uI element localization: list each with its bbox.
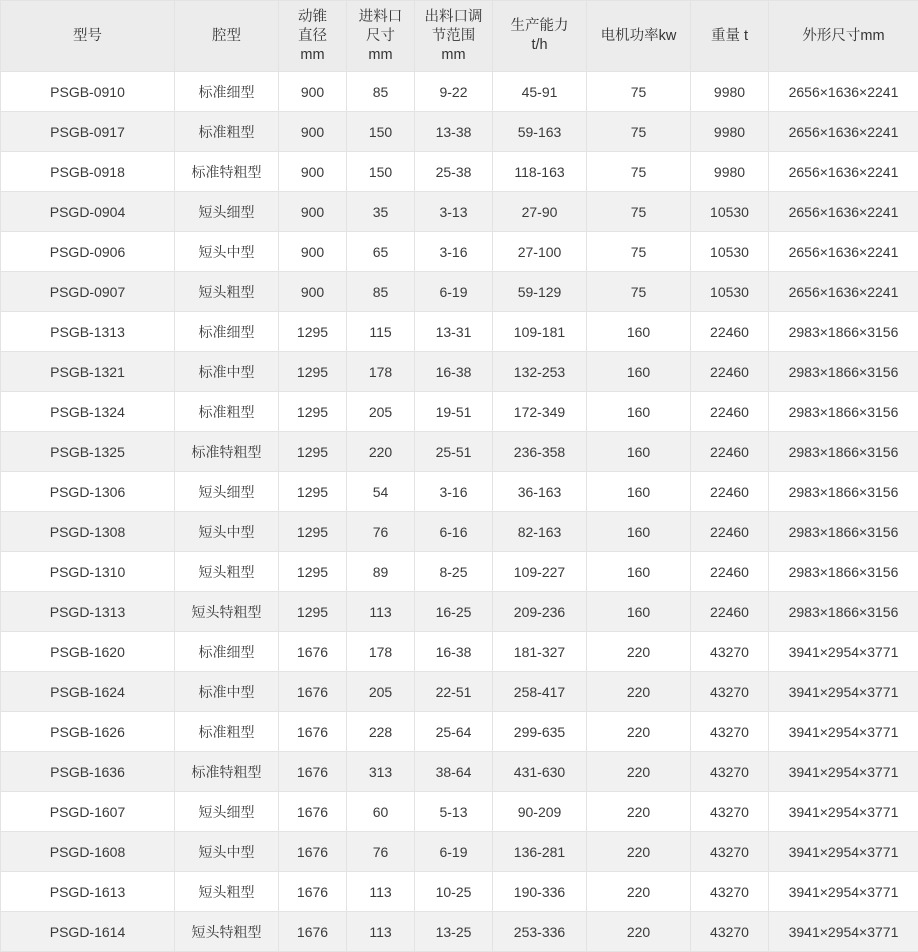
table-cell: 标准特粗型	[175, 152, 279, 192]
table-cell: 22460	[691, 432, 769, 472]
dimensions-cell: 2656×1636×2241	[769, 112, 918, 152]
table-cell: 160	[587, 472, 691, 512]
table-cell: 短头细型	[175, 472, 279, 512]
table-cell: 16-38	[415, 632, 493, 672]
table-cell: 22-51	[415, 672, 493, 712]
table-cell: 228	[347, 712, 415, 752]
table-cell: 172-349	[493, 392, 587, 432]
table-cell: 1676	[279, 712, 347, 752]
table-cell: 13-25	[415, 912, 493, 952]
table-cell: 54	[347, 472, 415, 512]
table-cell: 76	[347, 512, 415, 552]
table-cell: 标准细型	[175, 72, 279, 112]
table-cell: 59-129	[493, 272, 587, 312]
model-cell: PSGB-1620	[1, 632, 175, 672]
table-cell: 10530	[691, 272, 769, 312]
table-cell: 43270	[691, 672, 769, 712]
table-cell: 标准特粗型	[175, 752, 279, 792]
table-cell: 60	[347, 792, 415, 832]
table-cell: 236-358	[493, 432, 587, 472]
table-cell: 短头中型	[175, 232, 279, 272]
table-cell: 1676	[279, 632, 347, 672]
table-cell: 205	[347, 672, 415, 712]
table-cell: 16-25	[415, 592, 493, 632]
table-row	[1, 272, 918, 312]
table-cell: 220	[347, 432, 415, 472]
column-header-1	[175, 1, 279, 72]
model-cell: PSGD-1313	[1, 592, 175, 632]
table-cell: 43270	[691, 632, 769, 672]
dimensions-cell: 3941×2954×3771	[769, 752, 918, 792]
table-cell: 109-227	[493, 552, 587, 592]
table-cell: 25-38	[415, 152, 493, 192]
table-cell: 标准粗型	[175, 712, 279, 752]
table-row	[1, 232, 918, 272]
table-cell: 1295	[279, 512, 347, 552]
column-header-line: 型号	[4, 27, 171, 46]
dimensions-cell: 2983×1866×3156	[769, 312, 918, 352]
column-header-0	[1, 1, 175, 72]
table-cell: 短头特粗型	[175, 912, 279, 952]
dimensions-cell: 2656×1636×2241	[769, 232, 918, 272]
column-header-2	[279, 1, 347, 72]
table-cell: 标准细型	[175, 312, 279, 352]
dimensions-cell: 3941×2954×3771	[769, 872, 918, 912]
table-cell: 43270	[691, 792, 769, 832]
table-cell: 短头粗型	[175, 872, 279, 912]
table-cell: 8-25	[415, 552, 493, 592]
model-cell: PSGD-1310	[1, 552, 175, 592]
table-row	[1, 592, 918, 632]
table-row	[1, 512, 918, 552]
column-header-line: 出料口调	[418, 8, 489, 27]
table-cell: 短头中型	[175, 512, 279, 552]
table-cell: 38-64	[415, 752, 493, 792]
model-cell: PSGD-1308	[1, 512, 175, 552]
table-cell: 1295	[279, 432, 347, 472]
table-cell: 标准细型	[175, 632, 279, 672]
table-cell: 1295	[279, 552, 347, 592]
table-cell: 3-13	[415, 192, 493, 232]
column-header-line: 重量 t	[694, 27, 765, 46]
model-cell: PSGD-0906	[1, 232, 175, 272]
table-cell: 1676	[279, 872, 347, 912]
table-cell: 13-31	[415, 312, 493, 352]
column-header-line: mm	[282, 46, 343, 65]
table-cell: 45-91	[493, 72, 587, 112]
model-cell: PSGD-1613	[1, 872, 175, 912]
table-cell: 75	[587, 72, 691, 112]
table-cell: 标准中型	[175, 352, 279, 392]
column-header-line: 进料口	[350, 8, 411, 27]
table-cell: 6-19	[415, 832, 493, 872]
column-header-4	[415, 1, 493, 72]
table-cell: 160	[587, 552, 691, 592]
table-cell: 19-51	[415, 392, 493, 432]
table-cell: 9980	[691, 152, 769, 192]
table-cell: 113	[347, 872, 415, 912]
table-cell: 短头细型	[175, 792, 279, 832]
table-cell: 43270	[691, 832, 769, 872]
table-row	[1, 192, 918, 232]
table-cell: 160	[587, 432, 691, 472]
table-cell: 10-25	[415, 872, 493, 912]
table-cell: 113	[347, 592, 415, 632]
table-cell: 1295	[279, 472, 347, 512]
model-cell: PSGB-0918	[1, 152, 175, 192]
table-cell: 178	[347, 632, 415, 672]
table-cell: 标准粗型	[175, 392, 279, 432]
model-cell: PSGD-1607	[1, 792, 175, 832]
model-cell: PSGB-0917	[1, 112, 175, 152]
table-cell: 253-336	[493, 912, 587, 952]
table-row	[1, 552, 918, 592]
column-header-line: 直径	[282, 27, 343, 46]
column-header-line: 腔型	[178, 27, 275, 46]
column-header-line: mm	[350, 46, 411, 65]
table-cell: 160	[587, 512, 691, 552]
table-row	[1, 112, 918, 152]
model-cell: PSGB-1325	[1, 432, 175, 472]
table-cell: 22460	[691, 392, 769, 432]
table-cell: 90-209	[493, 792, 587, 832]
table-cell: 190-336	[493, 872, 587, 912]
table-cell: 3-16	[415, 472, 493, 512]
dimensions-cell: 2656×1636×2241	[769, 152, 918, 192]
table-row	[1, 872, 918, 912]
model-cell: PSGD-0904	[1, 192, 175, 232]
table-row	[1, 752, 918, 792]
table-row	[1, 712, 918, 752]
table-cell: 65	[347, 232, 415, 272]
model-cell: PSGB-0910	[1, 72, 175, 112]
table-row	[1, 152, 918, 192]
table-cell: 22460	[691, 352, 769, 392]
table-row	[1, 72, 918, 112]
dimensions-cell: 2656×1636×2241	[769, 272, 918, 312]
table-cell: 标准特粗型	[175, 432, 279, 472]
table-cell: 1295	[279, 312, 347, 352]
table-cell: 900	[279, 272, 347, 312]
table-cell: 1676	[279, 672, 347, 712]
table-header	[1, 1, 918, 72]
table-cell: 75	[587, 152, 691, 192]
table-cell: 113	[347, 912, 415, 952]
table-cell: 115	[347, 312, 415, 352]
column-header-line: 生产能力	[496, 17, 583, 36]
table-cell: 900	[279, 152, 347, 192]
table-cell: 43270	[691, 752, 769, 792]
column-header-7	[691, 1, 769, 72]
table-body	[1, 72, 918, 952]
model-cell: PSGD-0907	[1, 272, 175, 312]
table-cell: 160	[587, 312, 691, 352]
table-cell: 220	[587, 792, 691, 832]
column-header-line: 节范围	[418, 27, 489, 46]
table-cell: 220	[587, 712, 691, 752]
table-row	[1, 392, 918, 432]
column-header-5	[493, 1, 587, 72]
model-cell: PSGB-1321	[1, 352, 175, 392]
table-cell: 1676	[279, 832, 347, 872]
table-cell: 标准中型	[175, 672, 279, 712]
table-cell: 6-19	[415, 272, 493, 312]
table-cell: 258-417	[493, 672, 587, 712]
table-cell: 89	[347, 552, 415, 592]
model-cell: PSGD-1608	[1, 832, 175, 872]
dimensions-cell: 2983×1866×3156	[769, 592, 918, 632]
table-cell: 132-253	[493, 352, 587, 392]
table-row	[1, 432, 918, 472]
table-cell: 10530	[691, 192, 769, 232]
column-header-6	[587, 1, 691, 72]
model-cell: PSGD-1306	[1, 472, 175, 512]
table-row	[1, 632, 918, 672]
table-cell: 16-38	[415, 352, 493, 392]
table-cell: 标准粗型	[175, 112, 279, 152]
column-header-line: 尺寸	[350, 27, 411, 46]
table-cell: 43270	[691, 872, 769, 912]
table-cell: 178	[347, 352, 415, 392]
dimensions-cell: 3941×2954×3771	[769, 792, 918, 832]
table-cell: 82-163	[493, 512, 587, 552]
dimensions-cell: 3941×2954×3771	[769, 632, 918, 672]
table-cell: 75	[587, 232, 691, 272]
table-cell: 900	[279, 232, 347, 272]
table-header-row	[1, 1, 918, 72]
table-cell: 22460	[691, 512, 769, 552]
table-cell: 22460	[691, 472, 769, 512]
table-cell: 25-64	[415, 712, 493, 752]
table-cell: 短头粗型	[175, 272, 279, 312]
dimensions-cell: 2983×1866×3156	[769, 512, 918, 552]
table-cell: 900	[279, 192, 347, 232]
table-cell: 150	[347, 152, 415, 192]
table-row	[1, 472, 918, 512]
table-cell: 299-635	[493, 712, 587, 752]
table-cell: 209-236	[493, 592, 587, 632]
table-row	[1, 312, 918, 352]
column-header-line: 电机功率kw	[590, 27, 687, 46]
model-cell: PSGD-1614	[1, 912, 175, 952]
table-cell: 43270	[691, 912, 769, 952]
table-cell: 900	[279, 112, 347, 152]
table-cell: 1676	[279, 912, 347, 952]
dimensions-cell: 3941×2954×3771	[769, 912, 918, 952]
table-cell: 76	[347, 832, 415, 872]
table-cell: 22460	[691, 312, 769, 352]
table-cell: 36-163	[493, 472, 587, 512]
table-cell: 118-163	[493, 152, 587, 192]
model-cell: PSGB-1624	[1, 672, 175, 712]
table-cell: 75	[587, 112, 691, 152]
table-cell: 6-16	[415, 512, 493, 552]
dimensions-cell: 2656×1636×2241	[769, 192, 918, 232]
table-cell: 431-630	[493, 752, 587, 792]
table-cell: 1676	[279, 752, 347, 792]
table-cell: 75	[587, 192, 691, 232]
table-cell: 900	[279, 72, 347, 112]
table-cell: 136-281	[493, 832, 587, 872]
table-cell: 1676	[279, 792, 347, 832]
table-cell: 短头粗型	[175, 552, 279, 592]
table-cell: 220	[587, 912, 691, 952]
table-cell: 1295	[279, 352, 347, 392]
dimensions-cell: 3941×2954×3771	[769, 672, 918, 712]
dimensions-cell: 2983×1866×3156	[769, 432, 918, 472]
column-header-line: 动锥	[282, 8, 343, 27]
table-cell: 150	[347, 112, 415, 152]
table-cell: 9980	[691, 72, 769, 112]
table-cell: 160	[587, 392, 691, 432]
table-cell: 220	[587, 872, 691, 912]
model-cell: PSGB-1626	[1, 712, 175, 752]
column-header-3	[347, 1, 415, 72]
table-row	[1, 832, 918, 872]
dimensions-cell: 2983×1866×3156	[769, 392, 918, 432]
table-cell: 160	[587, 592, 691, 632]
table-cell: 160	[587, 352, 691, 392]
table-cell: 13-38	[415, 112, 493, 152]
table-cell: 25-51	[415, 432, 493, 472]
table-row	[1, 352, 918, 392]
table-row	[1, 672, 918, 712]
table-cell: 59-163	[493, 112, 587, 152]
column-header-line: t/h	[496, 36, 583, 55]
column-header-line: 外形尺寸mm	[772, 27, 915, 46]
table-cell: 22460	[691, 592, 769, 632]
dimensions-cell: 3941×2954×3771	[769, 832, 918, 872]
table-cell: 1295	[279, 592, 347, 632]
model-cell: PSGB-1636	[1, 752, 175, 792]
table-cell: 220	[587, 832, 691, 872]
table-cell: 35	[347, 192, 415, 232]
table-row	[1, 792, 918, 832]
dimensions-cell: 2983×1866×3156	[769, 552, 918, 592]
table-cell: 220	[587, 752, 691, 792]
table-row	[1, 912, 918, 952]
table-cell: 220	[587, 672, 691, 712]
table-cell: 27-90	[493, 192, 587, 232]
table-cell: 9-22	[415, 72, 493, 112]
table-cell: 1295	[279, 392, 347, 432]
table-cell: 75	[587, 272, 691, 312]
table-cell: 短头中型	[175, 832, 279, 872]
dimensions-cell: 3941×2954×3771	[769, 712, 918, 752]
column-header-line: mm	[418, 46, 489, 65]
column-header-8	[769, 1, 918, 72]
table-cell: 9980	[691, 112, 769, 152]
model-cell: PSGB-1313	[1, 312, 175, 352]
model-cell: PSGB-1324	[1, 392, 175, 432]
table-cell: 27-100	[493, 232, 587, 272]
table-cell: 85	[347, 272, 415, 312]
table-cell: 85	[347, 72, 415, 112]
table-cell: 22460	[691, 552, 769, 592]
dimensions-cell: 2656×1636×2241	[769, 72, 918, 112]
table-cell: 220	[587, 632, 691, 672]
table-cell: 5-13	[415, 792, 493, 832]
table-cell: 109-181	[493, 312, 587, 352]
table-cell: 10530	[691, 232, 769, 272]
dimensions-cell: 2983×1866×3156	[769, 472, 918, 512]
dimensions-cell: 2983×1866×3156	[769, 352, 918, 392]
table-cell: 43270	[691, 712, 769, 752]
table-cell: 短头特粗型	[175, 592, 279, 632]
table-cell: 181-327	[493, 632, 587, 672]
table-cell: 205	[347, 392, 415, 432]
table-cell: 313	[347, 752, 415, 792]
table-cell: 3-16	[415, 232, 493, 272]
table-cell: 短头细型	[175, 192, 279, 232]
